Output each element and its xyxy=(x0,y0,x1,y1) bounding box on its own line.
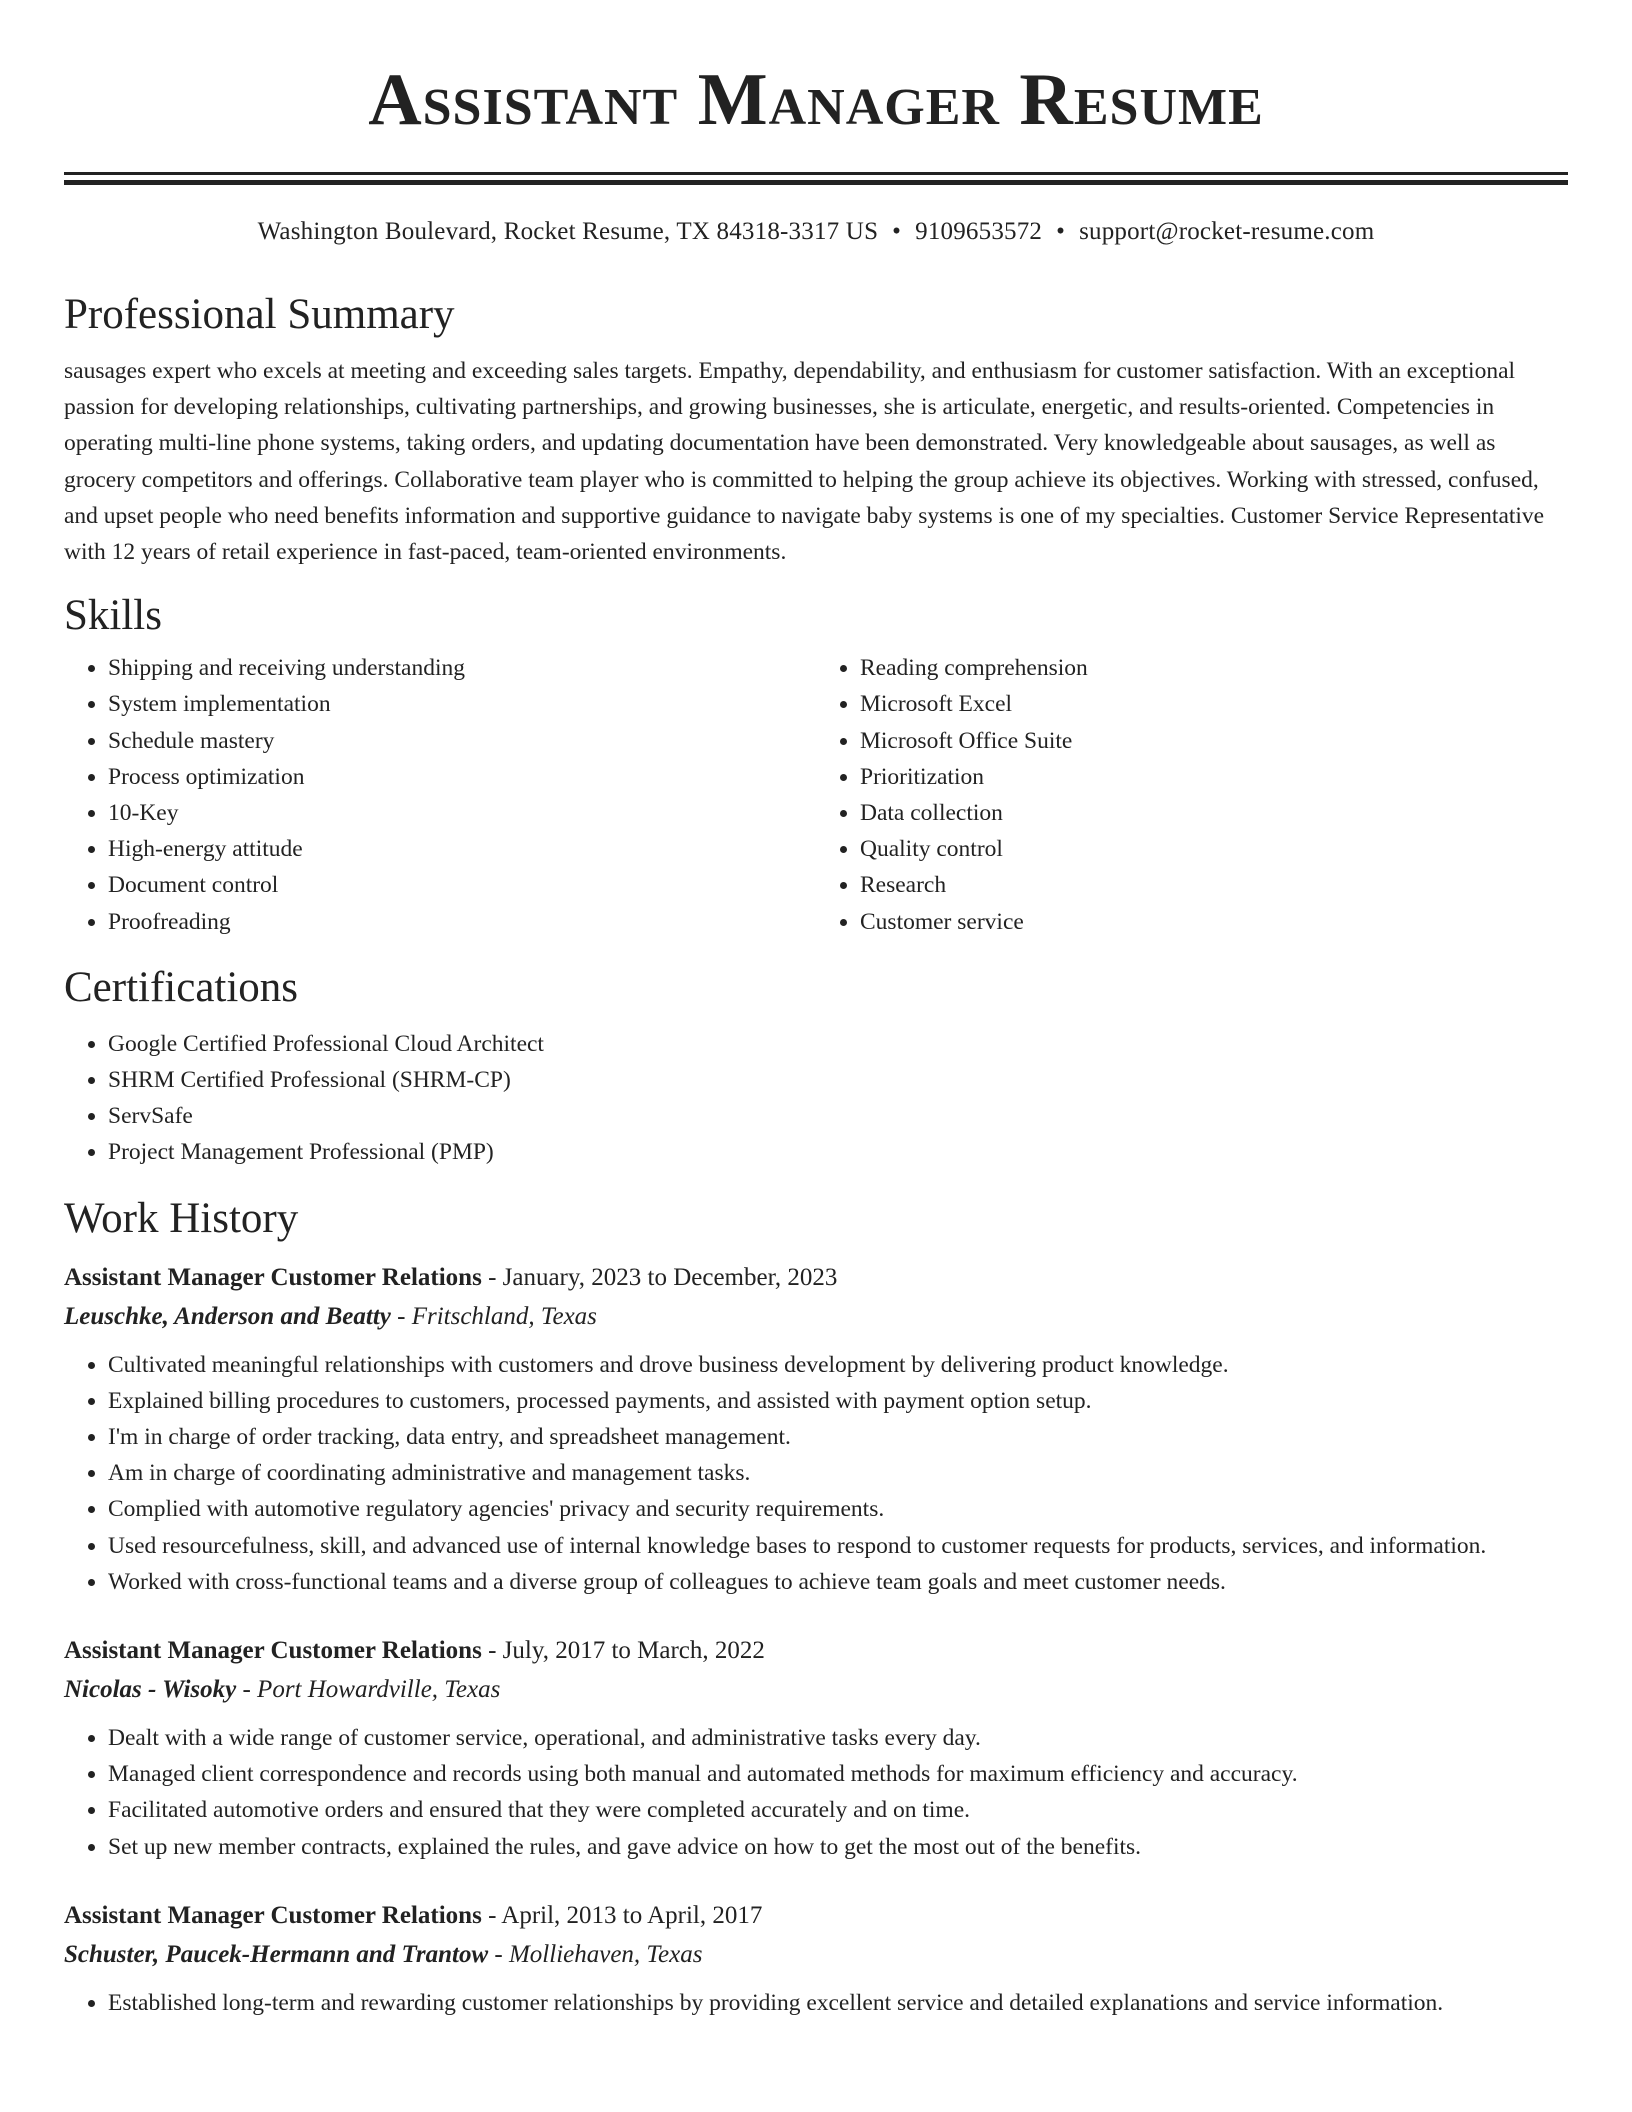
resume-title: Assistant Manager Resume xyxy=(368,59,1264,141)
summary-heading: Professional Summary xyxy=(64,291,455,338)
job-header xyxy=(64,1259,1568,1297)
contact-separator: • xyxy=(1056,218,1066,245)
job-location: - Molliehaven, Texas xyxy=(488,1940,703,1968)
job-entry xyxy=(64,1632,1568,1865)
skill-item: • Data collection xyxy=(860,795,1568,831)
skill-item: • Shipping and receiving understanding xyxy=(108,650,816,686)
job-duties-list xyxy=(64,1720,1568,1865)
contact-separator: • xyxy=(892,218,902,245)
job-location: - Port Howardville, Texas xyxy=(236,1676,501,1704)
job-company: Schuster, Paucek-Hermann and Trantow xyxy=(64,1940,489,1968)
job-employer xyxy=(64,1935,1568,1975)
skill-item: • 10-Key xyxy=(108,795,816,831)
contact-line xyxy=(64,215,1568,249)
contact-phone: 9109653572 xyxy=(915,218,1043,245)
job-entry xyxy=(64,1259,1568,1600)
job-role: Assistant Manager Customer Relations xyxy=(64,1637,482,1665)
job-duty: • Managed client correspondence and records using both manual and automated methods for maximum efficiency and accuracy. xyxy=(108,1756,1568,1792)
skill-item: • Process optimization xyxy=(108,759,816,795)
skill-item: • Schedule mastery xyxy=(108,723,816,759)
job-entry xyxy=(64,1897,1568,2021)
job-duty: • I'm in charge of order tracking, data entry, and spreadsheet management. xyxy=(108,1419,1568,1455)
job-duty: • Worked with cross-functional teams and a diverse group of colleagues to achieve team goals and meet customer needs. xyxy=(108,1564,1568,1600)
certification-item: • ServSafe xyxy=(108,1098,1568,1134)
job-employer xyxy=(64,1670,1568,1710)
job-duty: • Cultivated meaningful relationships with customers and drove business development by delivering product knowledge. xyxy=(108,1347,1568,1383)
skill-item: • Research xyxy=(860,867,1568,903)
job-role: Assistant Manager Customer Relations xyxy=(64,1901,482,1929)
job-duty: • Facilitated automotive orders and ensured that they were completed accurately and on time. xyxy=(108,1792,1568,1828)
skill-item: • High-energy attitude xyxy=(108,831,816,867)
job-employer xyxy=(64,1297,1568,1337)
job-duty: • Am in charge of coordinating administrative and management tasks. xyxy=(108,1455,1568,1491)
job-company: Nicolas - Wisoky xyxy=(64,1676,237,1704)
summary-text: sausages expert who excels at meeting and exceeding sales targets. Empathy, dependability, and enthusiasm for customer satisfaction. With an exceptional passion for developing relationships, cultivating partnerships, and growing businesses, she is articulate, energetic, and results-oriented. Competencies in operating multi-line phone systems, taking orders, and updating documentation have been demonstrated. Very knowledgeable about sausages, as well as grocery competitors and offerings. Collaborative team player who is committed to helping the group achieve its objectives. Working with stressed, confused, and upset people who need benefits information and supportive guidance to navigate baby systems is one of my specialties. Customer Service Representative with 12 years of retail experience in fast-paced, team-oriented environments. xyxy=(64,358,1545,566)
title-divider xyxy=(64,172,1568,185)
job-dates: - April, 2013 to April, 2017 xyxy=(481,1901,763,1929)
contact-email[interactable]: support@rocket-resume.com xyxy=(1079,218,1375,245)
skill-item: • System implementation xyxy=(108,686,816,722)
certification-item: • SHRM Certified Professional (SHRM-CP) xyxy=(108,1062,1568,1098)
contact-address: Washington Boulevard, Rocket Resume, TX 84318-3317 US xyxy=(257,218,879,245)
skill-item: • Quality control xyxy=(860,831,1568,867)
skill-item: • Prioritization xyxy=(860,759,1568,795)
skills-heading: Skills xyxy=(64,592,162,640)
job-dates: - July, 2017 to March, 2022 xyxy=(481,1637,765,1665)
job-location: - Fritschland, Texas xyxy=(390,1302,597,1330)
certification-item: • Project Management Professional (PMP) xyxy=(108,1134,1568,1170)
job-duties-list xyxy=(64,1347,1568,1600)
skill-item: • Microsoft Excel xyxy=(860,686,1568,722)
skill-item: • Document control xyxy=(108,867,816,903)
job-duty: • Complied with automotive regulatory agencies' privacy and security requirements. xyxy=(108,1491,1568,1527)
job-duty: • Established long-term and rewarding customer relationships by providing excellent service and detailed explanations and service information. xyxy=(108,1985,1568,2021)
work-history-heading: Work History xyxy=(64,1194,299,1242)
job-duty: • Used resourcefulness, skill, and advanced use of internal knowledge bases to respond to customer requests for products, services, and information. xyxy=(108,1528,1568,1564)
skill-item: • Microsoft Office Suite xyxy=(860,723,1568,759)
job-company: Leuschke, Anderson and Beatty xyxy=(64,1302,391,1330)
job-header xyxy=(64,1897,1568,1935)
job-duty: • Dealt with a wide range of customer service, operational, and administrative tasks every day. xyxy=(108,1720,1568,1756)
job-dates: - January, 2023 to December, 2023 xyxy=(481,1263,838,1291)
skill-item: • Reading comprehension xyxy=(860,650,1568,686)
job-role: Assistant Manager Customer Relations xyxy=(64,1263,482,1291)
skill-item: • Customer service xyxy=(860,904,1568,940)
skills-list-left xyxy=(64,650,816,940)
resume-page xyxy=(64,0,1568,2021)
job-duties-list xyxy=(64,1985,1568,2021)
skills-list-right xyxy=(816,650,1568,940)
job-duty: • Set up new member contracts, explained the rules, and gave advice on how to get the most out of the benefits. xyxy=(108,1829,1568,1865)
job-header xyxy=(64,1632,1568,1670)
job-duty: • Explained billing procedures to customers, processed payments, and assisted with payment option setup. xyxy=(108,1383,1568,1419)
certifications-list xyxy=(64,1026,1568,1171)
certification-item: • Google Certified Professional Cloud Architect xyxy=(108,1026,1568,1062)
skill-item: • Proofreading xyxy=(108,904,816,940)
skills-columns xyxy=(64,650,1568,940)
certifications-heading: Certifications xyxy=(64,963,299,1011)
